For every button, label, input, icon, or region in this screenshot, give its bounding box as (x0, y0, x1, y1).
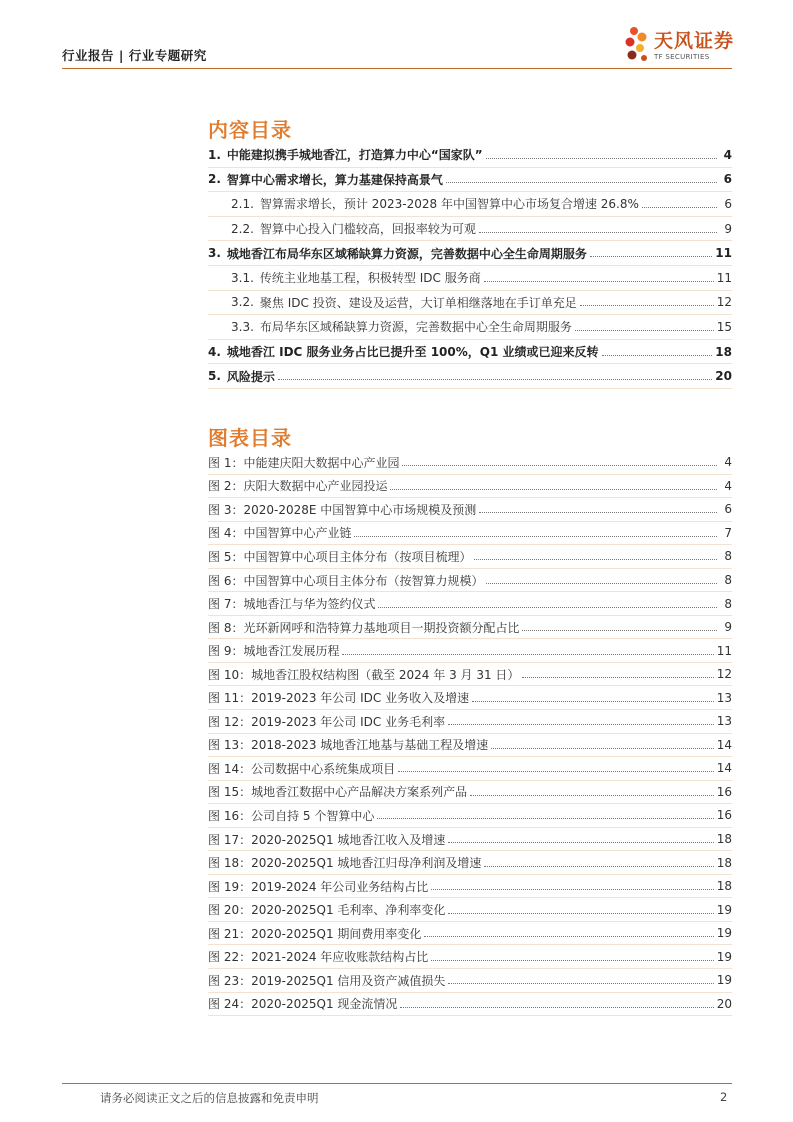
toc-entry-title: 智算中心投入门槛较高，回报率较为可观 (259, 222, 476, 237)
figure-entry[interactable] (208, 592, 732, 616)
toc-entry-number: 1. (208, 147, 221, 162)
leader-dots (448, 723, 714, 725)
figure-entry[interactable] (208, 569, 732, 593)
leader-dots (642, 206, 717, 208)
leader-dots (522, 676, 713, 678)
toc-entry-page: 12 (716, 295, 732, 310)
toc-entry[interactable] (208, 266, 732, 291)
figure-entry[interactable] (208, 498, 732, 522)
figure-entry-page: 19 (716, 902, 732, 917)
leader-dots (472, 700, 714, 702)
figure-entry-title: 图 9：城地香江发展历程 (208, 644, 340, 659)
leader-dots (342, 653, 713, 655)
figure-entry-page: 13 (716, 714, 732, 729)
figure-entry[interactable] (208, 851, 732, 875)
figure-entry-page: 4 (724, 455, 732, 470)
toc-entry-page: 4 (723, 147, 732, 162)
toc-entry-number: 3.2. (231, 295, 254, 310)
toc-entry-title: 布局华东区域稀缺算力资源，完善数据中心全生命周期服务 (259, 320, 572, 335)
figure-entry-page: 13 (716, 690, 732, 705)
leader-dots (448, 912, 713, 914)
toc-entry[interactable] (208, 192, 732, 217)
toc-entry-number: 5. (208, 369, 221, 384)
figure-entry-title: 图 11：2019-2023 年公司 IDC 业务收入及增速 (208, 691, 470, 706)
leader-dots (484, 865, 713, 867)
leader-dots (431, 959, 713, 961)
figure-entry-page: 8 (724, 549, 732, 564)
figure-entry[interactable] (208, 616, 732, 640)
figure-entry-page: 8 (724, 596, 732, 611)
contents-title: 内容目录 (208, 118, 292, 142)
figure-entry-title: 图 24：2020-2025Q1 现金流情况 (208, 997, 398, 1012)
figure-entry-title: 图 15：城地香江数据中心产品解决方案系列产品 (208, 785, 468, 800)
figure-entry[interactable] (208, 875, 732, 899)
leader-dots (486, 157, 717, 159)
figure-entry-page: 19 (716, 926, 732, 941)
leader-dots (278, 378, 712, 380)
leader-dots (448, 841, 713, 843)
figure-entry[interactable] (208, 945, 732, 969)
leader-dots (448, 982, 713, 984)
toc-entry-number: 2.1. (231, 196, 254, 211)
toc-entry[interactable] (208, 364, 732, 389)
leader-dots (400, 1006, 713, 1008)
toc-entry-title: 城地香江布局华东区域稀缺算力资源，完善数据中心全生命周期服务 (226, 246, 587, 261)
figure-entry-title: 图 19：2019-2024 年公司业务结构占比 (208, 879, 429, 894)
figure-entry-title: 图 20：2020-2025Q1 毛利率、净利率变化 (208, 903, 446, 918)
figure-entry-title: 图 18：2020-2025Q1 城地香江归母净利润及增速 (208, 856, 482, 871)
figure-entry-page: 9 (724, 620, 732, 635)
toc-entry-page: 9 (724, 221, 732, 236)
contents-list (208, 143, 732, 389)
toc-entry-page: 11 (715, 246, 732, 261)
toc-entry-number: 2.2. (231, 221, 254, 236)
figure-entry-page: 19 (716, 949, 732, 964)
leader-dots (398, 770, 714, 772)
toc-entry-number: 4. (208, 344, 221, 359)
figure-entry-page: 20 (716, 996, 732, 1011)
figures-title: 图表目录 (208, 426, 292, 450)
leader-dots (474, 558, 717, 560)
toc-entry[interactable] (208, 217, 732, 242)
leader-dots (484, 280, 714, 282)
figure-entry-title: 图 23：2019-2025Q1 信用及资产减值损失 (208, 973, 446, 988)
brand-name: 天风证券 (654, 30, 735, 52)
toc-entry-page: 15 (716, 319, 732, 334)
figure-entry-page: 19 (716, 973, 732, 988)
figure-entry-page: 18 (716, 832, 732, 847)
header-divider (62, 68, 732, 69)
figure-entry[interactable] (208, 663, 732, 687)
figure-entry-page: 16 (716, 784, 732, 799)
figure-entry-title: 图 7：城地香江与华为签约仪式 (208, 597, 376, 612)
toc-entry[interactable] (208, 291, 732, 316)
figure-entry-title: 图 3：2020-2028E 中国智算中心市场规模及预测 (208, 502, 477, 517)
figure-entry[interactable] (208, 757, 732, 781)
leader-dots (431, 888, 713, 890)
toc-entry-title: 智算中心需求增长，算力基建保持高景气 (226, 172, 443, 187)
report-category: 行业报告 | 行业专题研究 (62, 48, 207, 63)
figure-entry-page: 14 (716, 761, 732, 776)
leader-dots (479, 231, 717, 233)
figure-entry[interactable] (208, 475, 732, 499)
figure-entry-title: 图 2：庆阳大数据中心产业园投运 (208, 479, 388, 494)
figure-entry-title: 图 21：2020-2025Q1 期间费用率变化 (208, 926, 422, 941)
leader-dots (590, 255, 712, 257)
figure-entry[interactable] (208, 545, 732, 569)
figure-entry-page: 7 (724, 525, 732, 540)
leader-dots (446, 181, 717, 183)
toc-entry-page: 18 (715, 344, 732, 359)
leader-dots (354, 535, 717, 537)
toc-entry-number: 3.3. (231, 319, 254, 334)
toc-entry[interactable] (208, 168, 732, 193)
toc-entry-number: 3. (208, 246, 221, 261)
figure-entry[interactable] (208, 686, 732, 710)
figure-entry[interactable] (208, 734, 732, 758)
toc-entry-number: 2. (208, 172, 221, 187)
figure-entry-title: 图 8：光环新网呼和浩特算力基地项目一期投资额分配占比 (208, 620, 520, 635)
footer-divider (62, 1083, 732, 1084)
toc-entry-title: 风险提示 (226, 369, 275, 384)
figure-entry[interactable] (208, 993, 732, 1017)
figure-entry[interactable] (208, 898, 732, 922)
figure-entry-title: 图 12：2019-2023 年公司 IDC 业务毛利率 (208, 714, 446, 729)
leader-dots (522, 629, 717, 631)
toc-entry[interactable] (208, 340, 732, 365)
toc-entry[interactable] (208, 143, 732, 168)
toc-entry-number: 3.1. (231, 270, 254, 285)
page-number: 2 (720, 1090, 728, 1104)
leader-dots (424, 935, 713, 937)
leader-dots (580, 304, 714, 306)
leader-dots (486, 582, 717, 584)
footer-disclaimer: 请务必阅读正文之后的信息披露和免责申明 (100, 1091, 319, 1105)
figure-entry-page: 12 (716, 667, 732, 682)
figure-entry-title: 图 22：2021-2024 年应收账款结构占比 (208, 950, 429, 965)
toc-entry[interactable] (208, 315, 732, 340)
figure-entry-page: 4 (724, 478, 732, 493)
figure-entry-page: 16 (716, 808, 732, 823)
figure-entry[interactable] (208, 451, 732, 475)
brand-subtitle: TF SECURITIES (654, 53, 710, 61)
leader-dots (491, 747, 713, 749)
leader-dots (470, 794, 714, 796)
figure-entry-title: 图 5：中国智算中心项目主体分布（按项目梳理） (208, 549, 472, 564)
leader-dots (378, 606, 717, 608)
figure-entry-page: 6 (724, 502, 732, 517)
toc-entry-title: 中能建拟携手城地香江，打造算力中心“国家队” (226, 148, 483, 163)
toc-entry-page: 6 (723, 172, 732, 187)
figure-entry-page: 18 (716, 855, 732, 870)
figure-entry[interactable] (208, 710, 732, 734)
figure-entry[interactable] (208, 781, 732, 805)
figure-entry[interactable] (208, 804, 732, 828)
toc-entry-page: 11 (716, 270, 732, 285)
figure-entry-page: 14 (716, 737, 732, 752)
figure-entry-title: 图 14：公司数据中心系统集成项目 (208, 761, 396, 776)
figure-entry[interactable] (208, 639, 732, 663)
figure-entry[interactable] (208, 969, 732, 993)
leader-dots (479, 511, 717, 513)
figure-entry-page: 18 (716, 879, 732, 894)
toc-entry-title: 传统主业地基工程，积极转型 IDC 服务商 (259, 271, 481, 286)
toc-entry-title: 智算需求增长，预计 2023-2028 年中国智算中心市场复合增速 26.8% (259, 197, 639, 212)
toc-entry-page: 20 (715, 369, 732, 384)
figure-entry[interactable] (208, 828, 732, 852)
figure-entry-title: 图 1：中能建庆阳大数据中心产业园 (208, 455, 400, 470)
figure-entry-title: 图 4：中国智算中心产业链 (208, 526, 352, 541)
leader-dots (402, 464, 717, 466)
figure-entry[interactable] (208, 922, 732, 946)
leader-dots (602, 354, 713, 356)
figure-entry-page: 11 (716, 643, 732, 658)
toc-entry-title: 聚焦 IDC 投资、建设及运营，大订单相继落地在手订单充足 (259, 295, 577, 310)
figure-entry-title: 图 16：公司自持 5 个智算中心 (208, 808, 375, 823)
figure-entry-title: 图 13：2018-2023 城地香江地基与基础工程及增速 (208, 738, 489, 753)
figure-entry-page: 8 (724, 573, 732, 587)
figure-entry[interactable] (208, 522, 732, 546)
toc-entry-page: 6 (724, 196, 732, 211)
toc-entry-title: 城地香江 IDC 服务业务占比已提升至 100%，Q1 业绩或已迎来反转 (226, 345, 599, 360)
figure-entry-title: 图 10：城地香江股权结构图（截至 2024 年 3 月 31 日） (208, 667, 520, 682)
leader-dots (390, 488, 717, 490)
figures-list (208, 451, 732, 1016)
toc-entry[interactable] (208, 241, 732, 266)
figure-entry-title: 图 6：中国智算中心项目主体分布（按智算力规模） (208, 573, 484, 588)
leader-dots (377, 817, 713, 819)
leader-dots (575, 329, 714, 331)
figure-entry-title: 图 17：2020-2025Q1 城地香江收入及增速 (208, 832, 446, 847)
